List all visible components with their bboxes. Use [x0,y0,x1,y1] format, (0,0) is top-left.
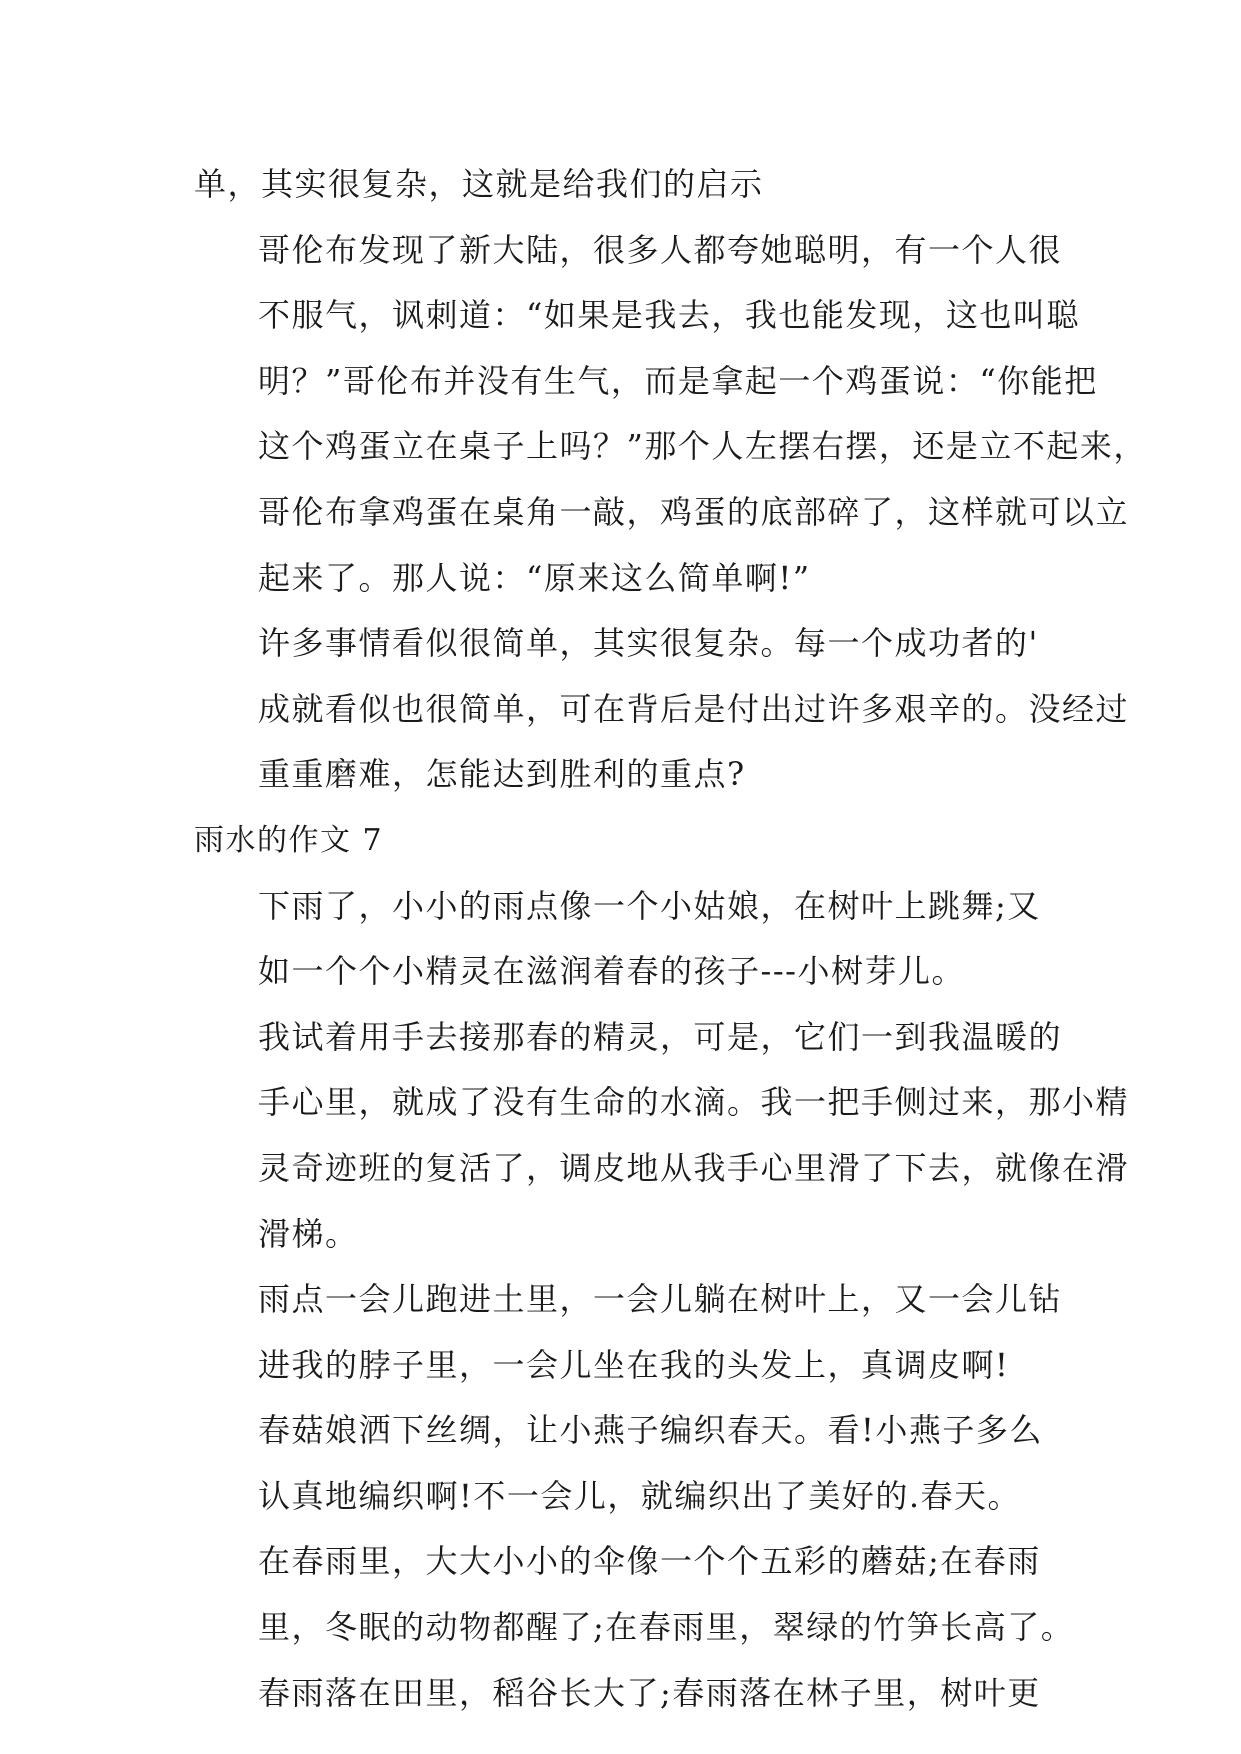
text-line: 明？”哥伦布并没有生气，而是拿起一个鸡蛋说：“你能把 [258,361,1098,400]
text-line: 认真地编织啊!不一会儿，就编织出了美好的.春天。 [258,1476,1022,1515]
text-line: 春雨落在田里，稻谷长大了;春雨落在林子里，树叶更 [258,1673,1041,1712]
text-line: 灵奇迹班的复活了，调皮地从我手心里滑了下去，就像在滑 [258,1148,1130,1187]
text-line: 雨点一会儿跑进土里，一会儿躺在树叶上，又一会儿钻 [258,1280,1063,1319]
paragraph [194,1529,1075,1660]
text-line: 下雨了，小小的雨点像一个小姑娘，在树叶上跳舞;又 [258,886,1041,925]
text-line: 这个鸡蛋立在桌子上吗？”那个人左摆右摆，还是立不起来， [258,427,1147,466]
section-heading [194,808,1058,874]
text-line: 单，其实很复杂，这就是给我们的启示 [194,165,764,203]
text-line: 滑梯。 [258,1214,359,1253]
paragraph [194,218,1147,612]
text-line: 里，冬眠的动物都醒了;在春雨里，翠绿的竹笋长高了。 [258,1608,1075,1647]
text-line: 起来了。那人说：“原来这么简单啊!” [258,558,811,597]
text-line: 在春雨里，大大小小的伞像一个个五彩的蘑菇;在春雨 [258,1542,1041,1581]
text-line: 春菇娘洒下丝绸，让小燕子编织春天。看!小燕子多么 [258,1411,1043,1450]
text-line: 成就看似也很简单，可在背后是付出过许多艰辛的。没经过 [258,689,1130,728]
text-line: 不服气，讽刺道：“如果是我去，我也能发现，这也叫聪 [258,296,1080,335]
paragraph [194,611,1130,808]
text-line: 哥伦布拿鸡蛋在桌角一敲，鸡蛋的底部碎了，这样就可以立 [258,492,1130,531]
text-line: 哥伦布发现了新大陆，很多人都夸她聪明，有一个人很 [258,230,1063,269]
paragraph [194,1398,1058,1529]
paragraph [194,1661,1058,1727]
text-line: 雨水的作文 7 [194,822,384,858]
paragraph [194,1267,1063,1398]
paragraph [194,874,1058,1005]
text-line: 进我的脖子里，一会儿坐在我的头发上，真调皮啊! [258,1345,1010,1384]
text-line: 手心里，就成了没有生命的水滴。我一把手侧过来，那小精 [258,1083,1130,1122]
paragraph [194,1005,1130,1267]
text-line: 许多事情看似很简单，其实很复杂。每一个成功者的' [258,624,1039,663]
text-line: 我试着用手去接那春的精灵，可是，它们一到我温暖的 [258,1017,1063,1056]
paragraph [194,152,1058,218]
document-body [194,152,1147,1726]
text-line: 如一个个小精灵在滋润着春的孩子---小树芽儿。 [258,952,965,991]
text-line: 重重磨难，怎能达到胜利的重点? [258,755,746,794]
